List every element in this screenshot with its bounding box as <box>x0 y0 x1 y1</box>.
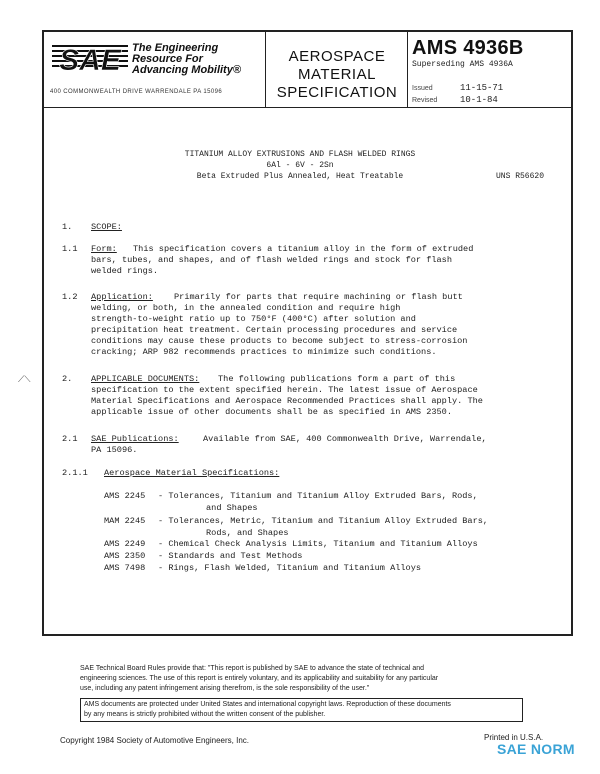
copyright-notice: AMS documents are protected under United States and international copyright laws. Reproduction of these documents <box>84 701 451 708</box>
reference-title: Rods, and Shapes <box>206 528 289 538</box>
revision-mark: ⟋⟍ <box>18 374 31 384</box>
section-2-1-text: PA 15096. <box>91 445 138 455</box>
copyright-notice: by any means is strictly prohibited without the written consent of the publisher. <box>84 711 326 718</box>
reference-title: - Chemical Check Analysis Limits, Titanium and Titanium Alloys <box>158 539 478 549</box>
section-1-1-text: This specification covers a titanium alloy in the form of extruded <box>133 244 474 254</box>
reference-title: - Tolerances, Metric, Titanium and Titanium Alloy Extruded Bars, <box>158 516 489 526</box>
section-2-text: Material Specifications and Aerospace Recommended Practices shall apply. The <box>91 396 483 406</box>
watermark: SAE NORM <box>497 741 575 757</box>
copyright-line: Copyright 1984 Society of Automotive Engineers, Inc. <box>60 736 249 745</box>
section-2-number: 2. <box>62 374 73 384</box>
section-2-text: The following publications form a part of this <box>218 374 456 384</box>
section-2-text: applicable issue of other documents shall be as specified in AMS 2350. <box>91 407 452 417</box>
section-1-2-text: precipitation heat treatment. Certain processing procedures and service <box>91 325 458 335</box>
sae-address: 400 COMMONWEALTH DRIVE WARRENDALE PA 15096 <box>50 89 223 95</box>
header-divider-left <box>265 30 266 107</box>
spec-type-title <box>270 48 404 102</box>
revised-date: 10-1-84 <box>460 95 498 105</box>
reference-id: MAM 2245 <box>104 516 146 526</box>
superseding-note: Superseding AMS 4936A <box>412 60 513 69</box>
section-2-1-text: Available from SAE, 400 Commonwealth Drive, Warrendale, <box>203 434 487 444</box>
board-rules-text: use, including any patent infringement arising therefrom, is the sole responsibility of the user." <box>80 685 370 692</box>
tagline-line-1: The Engineering <box>132 42 219 54</box>
revised-label: Revised <box>412 97 438 104</box>
section-2-1-1-number: 2.1.1 <box>62 468 88 478</box>
section-2-1-number: 2.1 <box>62 434 78 444</box>
reference-title: - Tolerances, Titanium and Titanium Alloy Extruded Bars, Rods, <box>158 491 478 501</box>
reference-id: AMS 7498 <box>104 563 146 573</box>
section-2-1-heading: SAE Publications: <box>91 434 179 444</box>
section-1-2-heading: Application: <box>91 292 153 302</box>
header-divider-right <box>407 30 408 107</box>
section-1-1-heading: Form: <box>91 244 117 254</box>
reference-title: and Shapes <box>206 503 258 513</box>
section-1-2-text: conditions may cause these products to become subject to stress-corrosion <box>91 336 468 346</box>
board-rules-text: engineering sciences. The use of this report is entirely voluntary, and its applicability and suitability for any particular <box>80 675 439 682</box>
document-title: TITANIUM ALLOY EXTRUSIONS AND FLASH WELDED RINGS <box>184 150 416 159</box>
ams-number: AMS 4936B <box>412 37 524 59</box>
section-1-1-number: 1.1 <box>62 244 78 254</box>
section-1-2-text: cracking; ARP 982 recommends practices to minimize such conditions. <box>91 347 437 357</box>
tagline-line-2: Resource For <box>132 53 203 65</box>
spec-title-line-3: SPECIFICATION <box>276 84 398 101</box>
sae-logo-mark <box>52 40 128 76</box>
board-rules-text: SAE Technical Board Rules provide that: "This report is published by SAE to advance the state of technical and <box>80 665 424 672</box>
uns-number: UNS R56620 <box>496 172 545 181</box>
section-1-heading: SCOPE: <box>91 222 122 232</box>
section-1-1-text: welded rings. <box>91 266 159 276</box>
section-1-2-text: strength-to-weight ratio up to 750°F (400°C) after solution and <box>91 314 416 324</box>
reference-id: AMS 2350 <box>104 551 146 561</box>
sae-tagline <box>132 43 241 76</box>
reference-title: - Rings, Flash Welded, Titanium and Titanium Alloys <box>158 563 422 573</box>
section-1-number: 1. <box>62 222 73 232</box>
condition-subtitle: Beta Extruded Plus Annealed, Heat Treatable <box>196 172 404 181</box>
section-1-2-number: 1.2 <box>62 292 78 302</box>
reference-id: AMS 2249 <box>104 539 146 549</box>
sae-logo-text: SAE <box>59 44 121 76</box>
sae-logo <box>52 40 252 80</box>
printed-in: Printed in U.S.A. <box>484 733 544 742</box>
reference-id: AMS 2245 <box>104 491 146 501</box>
section-1-2-text: Primarily for parts that require machining or flash butt <box>174 292 463 302</box>
issued-date: 11-15-71 <box>460 83 504 93</box>
section-1-2-text: welding, or both, in the annealed condition and require high <box>91 303 401 313</box>
section-1-1-text: bars, tubes, and shapes, and of flash welded rings and stock for flash <box>91 255 452 265</box>
spec-title-line-1: AEROSPACE <box>288 48 386 65</box>
header-divider <box>42 107 573 108</box>
issued-label: Issued <box>412 85 433 92</box>
alloy-composition: 6Al - 6V - 2Sn <box>266 161 334 170</box>
tagline-line-3: Advancing Mobility® <box>132 64 241 76</box>
section-2-text: specification to the extent specified herein. The latest issue of Aerospace <box>91 385 478 395</box>
reference-title: - Standards and Test Methods <box>158 551 303 561</box>
section-2-heading: APPLICABLE DOCUMENTS: <box>91 374 200 384</box>
spec-title-line-2: MATERIAL <box>298 66 376 83</box>
section-2-1-1-heading: Aerospace Material Specifications: <box>104 468 280 478</box>
